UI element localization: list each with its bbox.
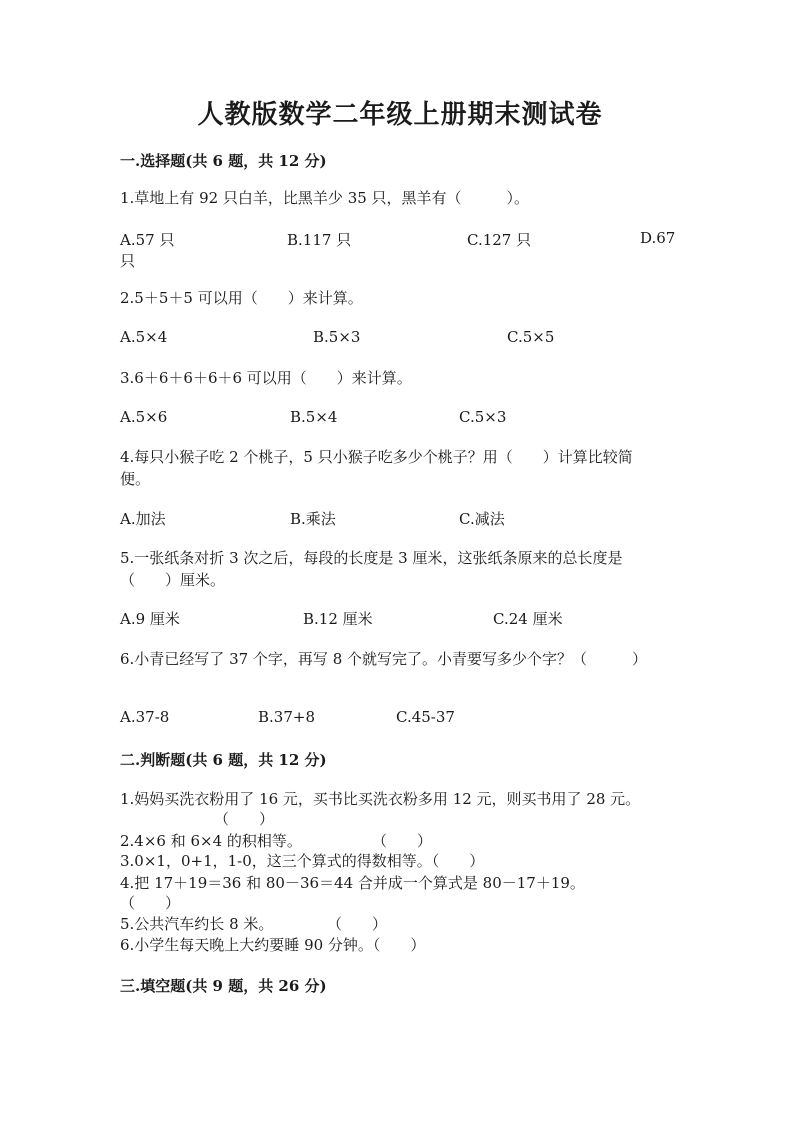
- choice-6-option-c: C.45-37: [396, 708, 455, 726]
- choice-2-option-b: B.5×3: [313, 328, 361, 346]
- judge-question-1-blank: （ ）: [214, 810, 275, 828]
- section-heading-choice: 一.选择题(共 6 题，共 12 分): [120, 152, 327, 170]
- choice-4-option-b: B.乘法: [290, 510, 336, 528]
- judge-question-5-blank: （ ）: [327, 915, 388, 933]
- choice-3-option-b: B.5×4: [290, 408, 338, 426]
- section-heading-fill: 三.填空题(共 9 题，共 26 分): [120, 977, 327, 995]
- choice-question-1: 1.草地上有 92 只白羊，比黑羊少 35 只，黑羊有（ ）。: [120, 189, 530, 207]
- page-title: 人教版数学二年级上册期末测试卷: [197, 100, 603, 130]
- choice-question-5-line-2: （ ）厘米。: [120, 571, 226, 589]
- judge-question-4-blank: （ ）: [120, 894, 181, 912]
- choice-question-6: 6.小青已经写了 37 个字，再写 8 个就写完了。小青要写多少个字？（ ）: [120, 650, 648, 668]
- judge-question-3: 3.0×1，0+1，1-0，这三个算式的得数相等。（ ）: [120, 852, 485, 870]
- choice-1-option-a: A.57 只: [120, 231, 175, 249]
- judge-question-6: 6.小学生每天晚上大约要睡 90 分钟。（ ）: [120, 936, 426, 954]
- choice-question-5-line-1: 5.一张纸条对折 3 次之后，每段的长度是 3 厘米，这张纸条原来的总长度是: [120, 549, 623, 567]
- choice-3-option-a: A.5×6: [120, 408, 168, 426]
- choice-6-option-b: B.37+8: [258, 708, 315, 726]
- judge-question-2-blank: （ ）: [372, 832, 433, 850]
- choice-2-option-c: C.5×5: [507, 328, 555, 346]
- judge-question-4-line-1: 4.把 17＋19＝36 和 80－36＝44 合并成一个算式是 80－17＋19。: [120, 874, 585, 892]
- choice-question-4-line-1: 4.每只小猴子吃 2 个桃子，5 只小猴子吃多少个桃子？用（ ）计算比较简: [120, 448, 633, 466]
- choice-6-option-a: A.37-8: [120, 708, 170, 726]
- choice-question-4-line-2: 便。: [120, 470, 151, 488]
- choice-4-option-a: A.加法: [120, 510, 166, 528]
- choice-1-option-c: C.127 只: [467, 231, 532, 249]
- section-heading-judge: 二.判断题(共 6 题，共 12 分): [120, 751, 327, 769]
- judge-question-5: 5.公共汽车约长 8 米。: [120, 915, 274, 933]
- choice-5-option-b: B.12 厘米: [303, 610, 373, 628]
- judge-question-1-line-1: 1.妈妈买洗衣粉用了 16 元，买书比买洗衣粉多用 12 元，则买书用了 28 元。: [120, 790, 641, 808]
- choice-2-option-a: A.5×4: [120, 328, 168, 346]
- judge-question-2: 2.4×6 和 6×4 的积相等。: [120, 832, 302, 850]
- choice-question-2: 2.5＋5＋5 可以用（ ）来计算。: [120, 289, 363, 307]
- choice-5-option-a: A.9 厘米: [120, 610, 180, 628]
- choice-1-option-b: B.117 只: [287, 231, 352, 249]
- choice-4-option-c: C.减法: [459, 510, 505, 528]
- choice-question-3: 3.6＋6＋6＋6＋6 可以用（ ）来计算。: [120, 369, 412, 387]
- choice-5-option-c: C.24 厘米: [493, 610, 563, 628]
- choice-1-option-d: D.67: [640, 229, 676, 247]
- choice-3-option-c: C.5×3: [459, 408, 507, 426]
- choice-1-option-d-wrap: 只: [120, 252, 136, 270]
